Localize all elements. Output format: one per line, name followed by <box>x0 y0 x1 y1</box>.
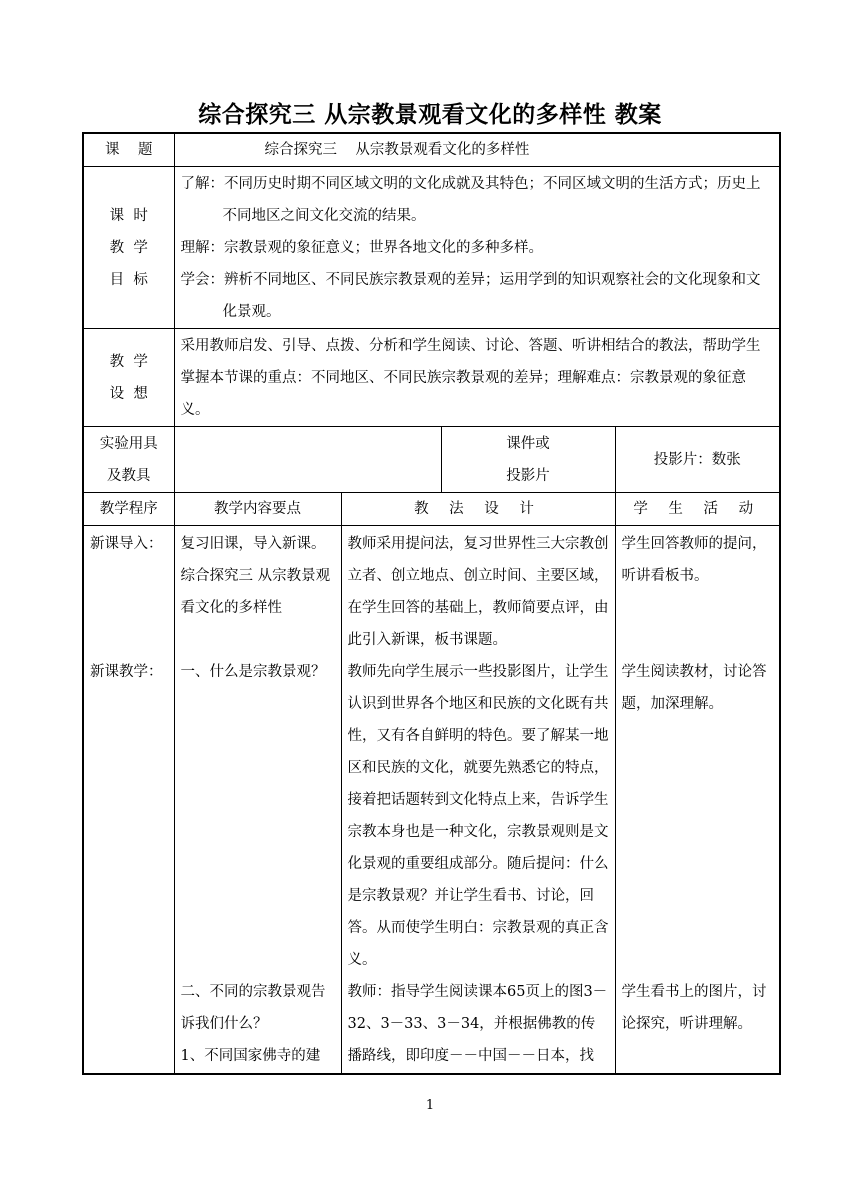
media-value: 投影片：数张 <box>615 427 780 493</box>
header-stage: 教学程序 <box>83 493 174 526</box>
media-label <box>441 427 615 493</box>
equipment-row <box>83 427 780 493</box>
equipment-label-line: 及教具 <box>107 467 151 484</box>
design-row <box>83 329 780 427</box>
equipment-label-line: 实验用具 <box>99 435 158 452</box>
content-intro-review: 复习旧课，导入新课。 <box>180 536 326 552</box>
method-column <box>341 526 615 1074</box>
goals-label-line: 课 时 <box>109 207 148 224</box>
goals-label-line: 目 标 <box>109 271 148 288</box>
stage-column <box>83 526 174 1074</box>
procedure-body-row <box>83 526 780 1074</box>
content-intro-topic: 综合探究三 从宗教景观看文化的多样性 <box>180 568 331 616</box>
method-intro: 教师采用提问法，复习世界性三大宗教创立者、创立地点、创立时间、主要区域，在学生回答的基础上，教师简要点评，由此引入新课，板书课题。 <box>347 536 609 648</box>
design-content: 采用教师启发、引导、点拨、分析和学生阅读、讨论、答题、听讲相结合的教法，帮助学生掌握本节课的重点：不同地区、不同民族宗教景观的差异；理解难点：宗教景观的象征意义。 <box>174 329 780 427</box>
method-part2: 教师：指导学生阅读课本65页上的图3－32、3－33、3－34，并根据佛教的传播路线，即印度－－中国－－日本，找 <box>347 984 608 1064</box>
content-part2: 二、不同的宗教景观告诉我们什么？ <box>180 984 326 1032</box>
content-part1: 一、什么是宗教景观？ <box>180 664 326 680</box>
header-activity: 学 生 活 动 <box>615 493 780 526</box>
goals-row <box>83 167 780 329</box>
media-label-line: 投影片 <box>506 467 550 484</box>
goals-label-line: 教 学 <box>109 239 148 256</box>
lesson-plan-table <box>82 132 781 1075</box>
equipment-value <box>174 427 441 493</box>
page-number: 1 <box>425 1098 435 1113</box>
stage-intro: 新课导入： <box>90 536 163 552</box>
stage-teach: 新课教学： <box>90 664 163 680</box>
content-part2-1: 1、不同国家佛寺的建 <box>180 1048 321 1064</box>
goal-learn-item: 学会：辨析不同地区、不同民族宗教景观的差异；运用学到的知识观察社会的文化现象和文化景观。 <box>180 271 761 320</box>
equipment-label <box>83 427 174 493</box>
topic-value: 综合探究三 从宗教景观看文化的多样性 <box>174 133 780 167</box>
document-title: 综合探究三 从宗教景观看文化的多样性 教案 <box>198 102 662 128</box>
goal-comprehend-item: 理解：宗教景观的象征意义；世界各地文化的多种多样。 <box>180 239 543 256</box>
topic-row <box>83 133 780 167</box>
activity-part2: 学生看书上的图片，讨论探究，听讲理解。 <box>621 984 767 1032</box>
header-method: 教 法 设 计 <box>341 493 615 526</box>
header-content: 教学内容要点 <box>174 493 341 526</box>
method-part1: 教师先向学生展示一些投影图片，让学生认识到世界各个地区和民族的文化既有共性，又有各自鲜明的特色。要了解某一地区和民族的文化，就要先熟悉它的特点，接着把话题转到文化特点上来，告诉学生宗教本身也是一种文化，宗教景观则是文化景观的重要组成部分。随后提问：什么是宗教景观？并让学生看书、讨论，回答。从而使学生明白：宗教景观的真正含义。 <box>347 664 609 968</box>
activity-column <box>615 526 780 1074</box>
goals-label <box>83 167 174 329</box>
content-column <box>174 526 341 1074</box>
goal-understand-item: 了解：不同历史时期不同区域文明的文化成就及其特色；不同区域文明的生活方式；历史上不同地区之间文化交流的结果。 <box>180 175 761 224</box>
topic-label: 课 题 <box>83 133 174 167</box>
design-label-line: 教 学 <box>109 353 148 370</box>
activity-intro: 学生回答教师的提问，听讲看板书。 <box>621 536 767 584</box>
media-label-line: 课件或 <box>506 435 550 452</box>
goals-content <box>174 167 780 329</box>
design-label <box>83 329 174 427</box>
design-label-line: 设 想 <box>109 385 148 402</box>
activity-part1: 学生阅读教材，讨论答题，加深理解。 <box>621 664 767 712</box>
procedure-header-row <box>83 493 780 526</box>
